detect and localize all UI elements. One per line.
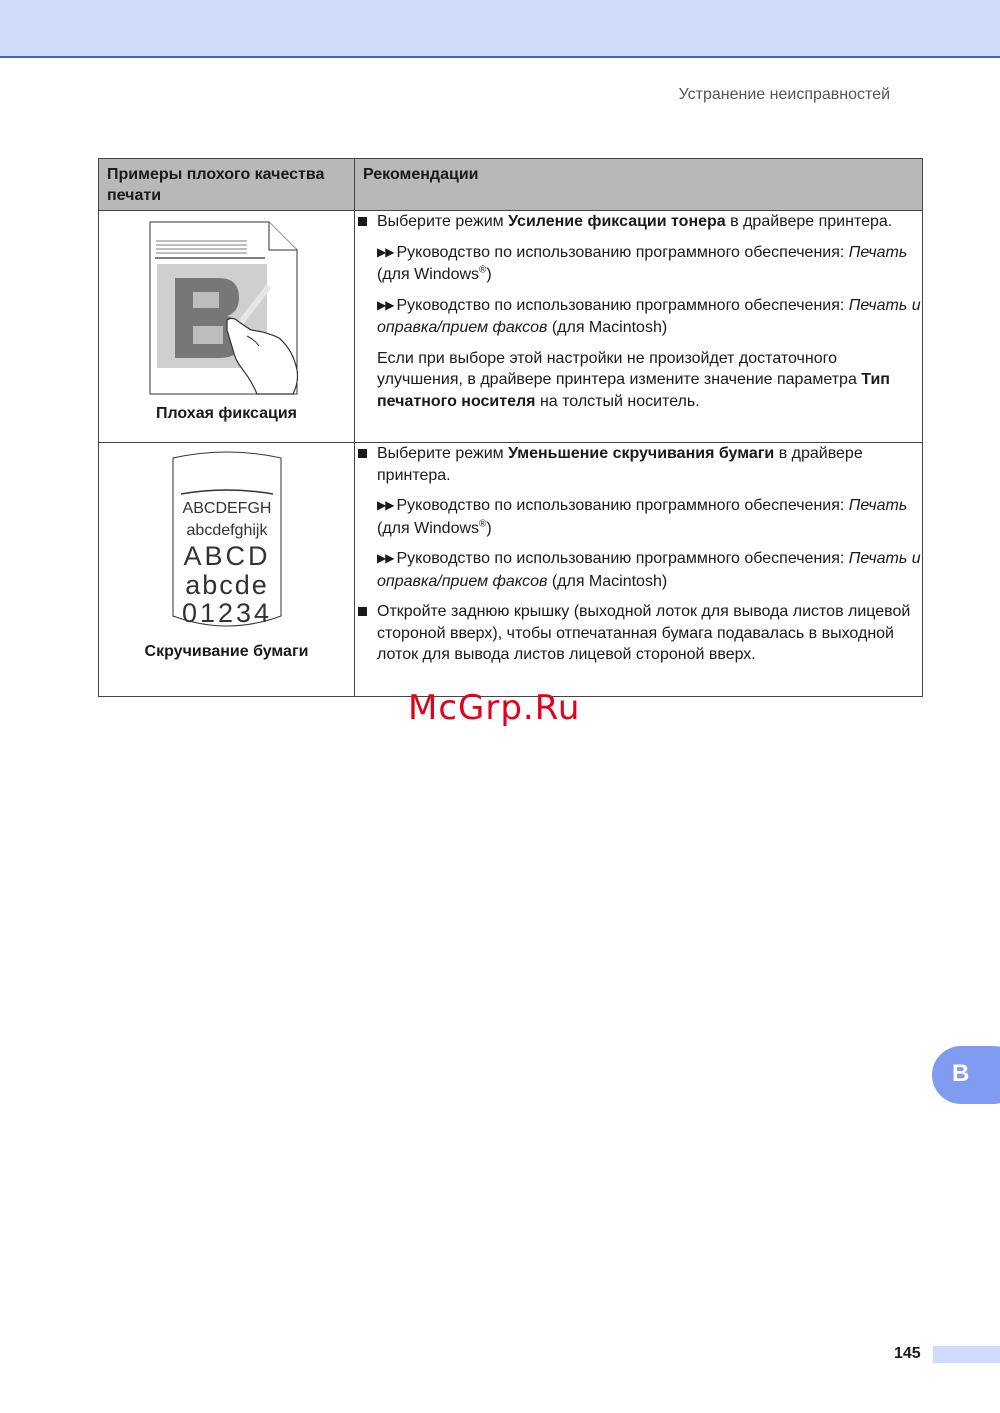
column-header-recommendations: Рекомендации — [355, 159, 923, 211]
appendix-tab — [932, 1046, 1000, 1104]
bullet-square-icon — [358, 607, 367, 616]
table-row — [99, 443, 923, 697]
print-quality-table — [98, 158, 923, 697]
sample-line: ABCDEFGH — [182, 500, 271, 517]
recommendation-bullet: Выберите режим Усиление фиксации тонера в драйвере принтера. — [355, 211, 922, 233]
example-caption: Плохая фиксация — [155, 405, 298, 422]
double-arrow-icon: ▶▶ — [377, 551, 394, 565]
recommendation-note: Если при выборе этой настройки не произойдет достаточного улучшения, в драйвере принтера измените значение параметра Тип печатного носителя на толстый носитель. — [377, 349, 890, 410]
table-header-row — [99, 159, 923, 211]
poor-fixing-illustration — [147, 220, 307, 398]
table-row — [99, 211, 923, 443]
recommendation-bullet: Выберите режим Уменьшение скручивания бумаги в драйвере принтера. — [355, 443, 922, 486]
example-cell — [99, 443, 355, 697]
sample-line: 01234 — [181, 598, 272, 628]
reference-macintosh: ▶▶ Руководство по использованию программного обеспечения: Печать и оправка/прием факсов (для Macintosh) — [377, 296, 921, 336]
page-number: 145 — [894, 1345, 921, 1362]
footer-band — [933, 1346, 1000, 1363]
reference-windows: ▶▶ Руководство по использованию программного обеспечения: Печать (для Windows®) — [377, 243, 908, 283]
example-caption: Скручивание бумаги — [144, 643, 309, 660]
reference-windows: ▶▶ Руководство по использованию программного обеспечения: Печать (для Windows®) — [377, 497, 908, 537]
double-arrow-icon: ▶▶ — [377, 244, 394, 259]
double-arrow-icon: ▶▶ — [377, 498, 394, 512]
header-band — [0, 0, 1000, 58]
sample-line: abcdefghijk — [186, 522, 267, 539]
recommendation-cell — [355, 211, 923, 443]
recommendation-bullet: Откройте заднюю крышку (выходной лоток для вывода листов лицевой стороной вверх), чтобы отпечатанная бумага подавалась в выходной лоток для вывода листов лицевой стороной вверх. — [355, 601, 922, 666]
sample-line: ABCD — [182, 541, 271, 571]
paper-curl-illustration — [169, 450, 285, 630]
reference-macintosh: ▶▶ Руководство по использованию программного обеспечения: Печать и оправка/прием факсов (для Macintosh) — [377, 550, 921, 590]
column-header-examples: Примеры плохого качества печати — [99, 159, 355, 211]
chapter-title: Устранение неисправностей — [678, 86, 890, 103]
double-arrow-icon: ▶▶ — [377, 297, 394, 312]
appendix-tab-letter: B — [952, 1060, 970, 1087]
bullet-square-icon — [358, 449, 367, 458]
watermark: McGrp.Ru — [408, 688, 581, 728]
recommendation-cell — [355, 443, 923, 697]
bullet-square-icon — [358, 217, 367, 226]
sample-line: abcde — [184, 570, 269, 600]
example-cell — [99, 211, 355, 443]
